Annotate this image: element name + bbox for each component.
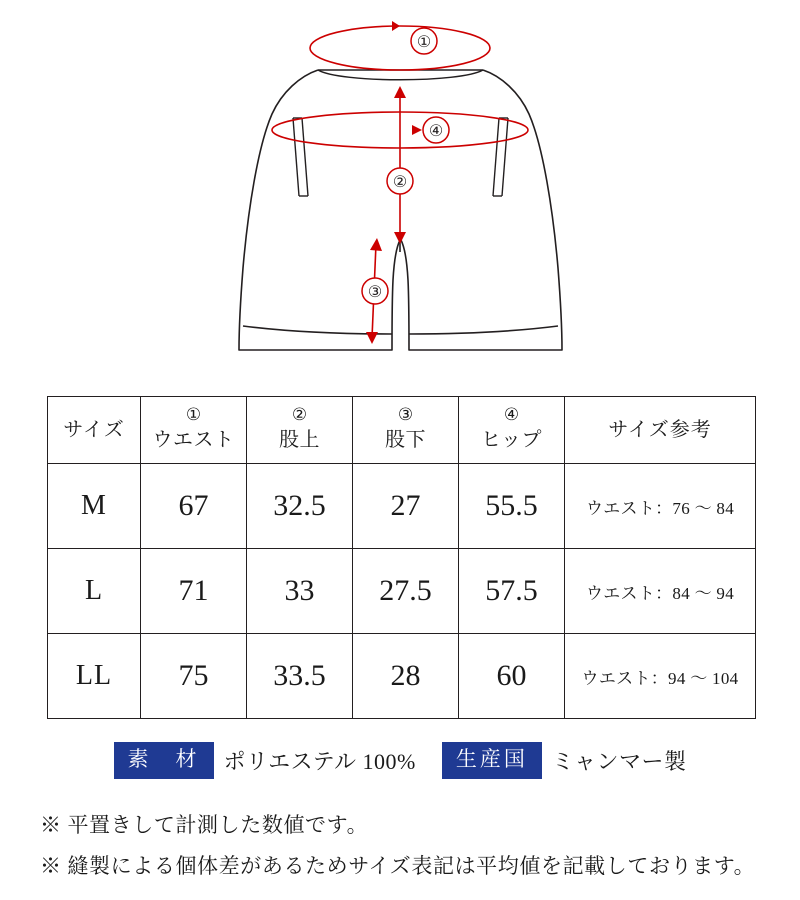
note-line: ※ 平置きして計測した数値です。 xyxy=(40,813,369,837)
table-row xyxy=(48,634,756,719)
size-table-head xyxy=(48,397,756,464)
rise-arrow-head-top xyxy=(394,86,406,98)
table-row xyxy=(48,549,756,634)
waist-measure-line xyxy=(310,26,490,70)
note-line: ※ 縫製による個体差があるためサイズ表記は平均値を記載しております。 xyxy=(40,853,756,878)
material-tag: 素 材 xyxy=(114,742,214,779)
shorts-measurement-diagram xyxy=(0,0,800,380)
country-value: ミャンマー製 xyxy=(551,749,687,775)
header-rise: ② 股上 xyxy=(247,397,353,464)
cell-rise: 33 xyxy=(247,549,353,634)
svg-text:②: ② xyxy=(392,174,408,191)
cell-reference: ウエスト：94 〜 104 xyxy=(565,634,756,719)
cell-waist: 71 xyxy=(141,549,247,634)
callout-1 xyxy=(411,28,437,54)
callout-3 xyxy=(362,278,388,304)
inseam-arrow-head-top xyxy=(370,238,382,251)
notes-block xyxy=(40,805,770,887)
cell-hip: 60 xyxy=(459,634,565,719)
header-inseam: ③ 股下 xyxy=(353,397,459,464)
cell-rise: 32.5 xyxy=(247,464,353,549)
svg-text:①: ① xyxy=(416,34,432,51)
cell-inseam: 27.5 xyxy=(353,549,459,634)
cell-waist: 67 xyxy=(141,464,247,549)
hip-arrow-head xyxy=(412,125,422,135)
rise-arrow-head-bottom xyxy=(394,232,406,244)
cell-hip: 55.5 xyxy=(459,464,565,549)
cell-rise: 33.5 xyxy=(247,634,353,719)
cell-inseam: 28 xyxy=(353,634,459,719)
callout-2 xyxy=(387,168,413,194)
size-table xyxy=(47,396,756,719)
svg-text:④: ④ xyxy=(428,123,444,140)
svg-text:③: ③ xyxy=(367,284,383,301)
cell-size: LL xyxy=(48,634,141,719)
callout-4 xyxy=(423,117,449,143)
cell-size: L xyxy=(48,549,141,634)
table-row xyxy=(48,464,756,549)
header-size: サイズ xyxy=(48,397,141,464)
cell-waist: 75 xyxy=(141,634,247,719)
size-table-body xyxy=(48,464,756,719)
cell-inseam: 27 xyxy=(353,464,459,549)
header-hip: ④ ヒップ xyxy=(459,397,565,464)
header-waist: ① ウエスト xyxy=(141,397,247,464)
material-value: ポリエステル 100% xyxy=(223,749,416,775)
cell-hip: 57.5 xyxy=(459,549,565,634)
cell-reference: ウエスト：76 〜 84 xyxy=(565,464,756,549)
material-info-row xyxy=(0,742,800,779)
waistband-curve xyxy=(318,70,483,80)
cell-reference: ウエスト：84 〜 94 xyxy=(565,549,756,634)
cell-size: M xyxy=(48,464,141,549)
inseam-arrow-head-bottom xyxy=(366,332,378,344)
diagram-svg xyxy=(0,0,800,380)
country-tag: 生産国 xyxy=(442,742,542,779)
table-header-row xyxy=(48,397,756,464)
header-reference: サイズ参考 xyxy=(565,397,756,464)
waist-arrow-head xyxy=(392,21,400,31)
